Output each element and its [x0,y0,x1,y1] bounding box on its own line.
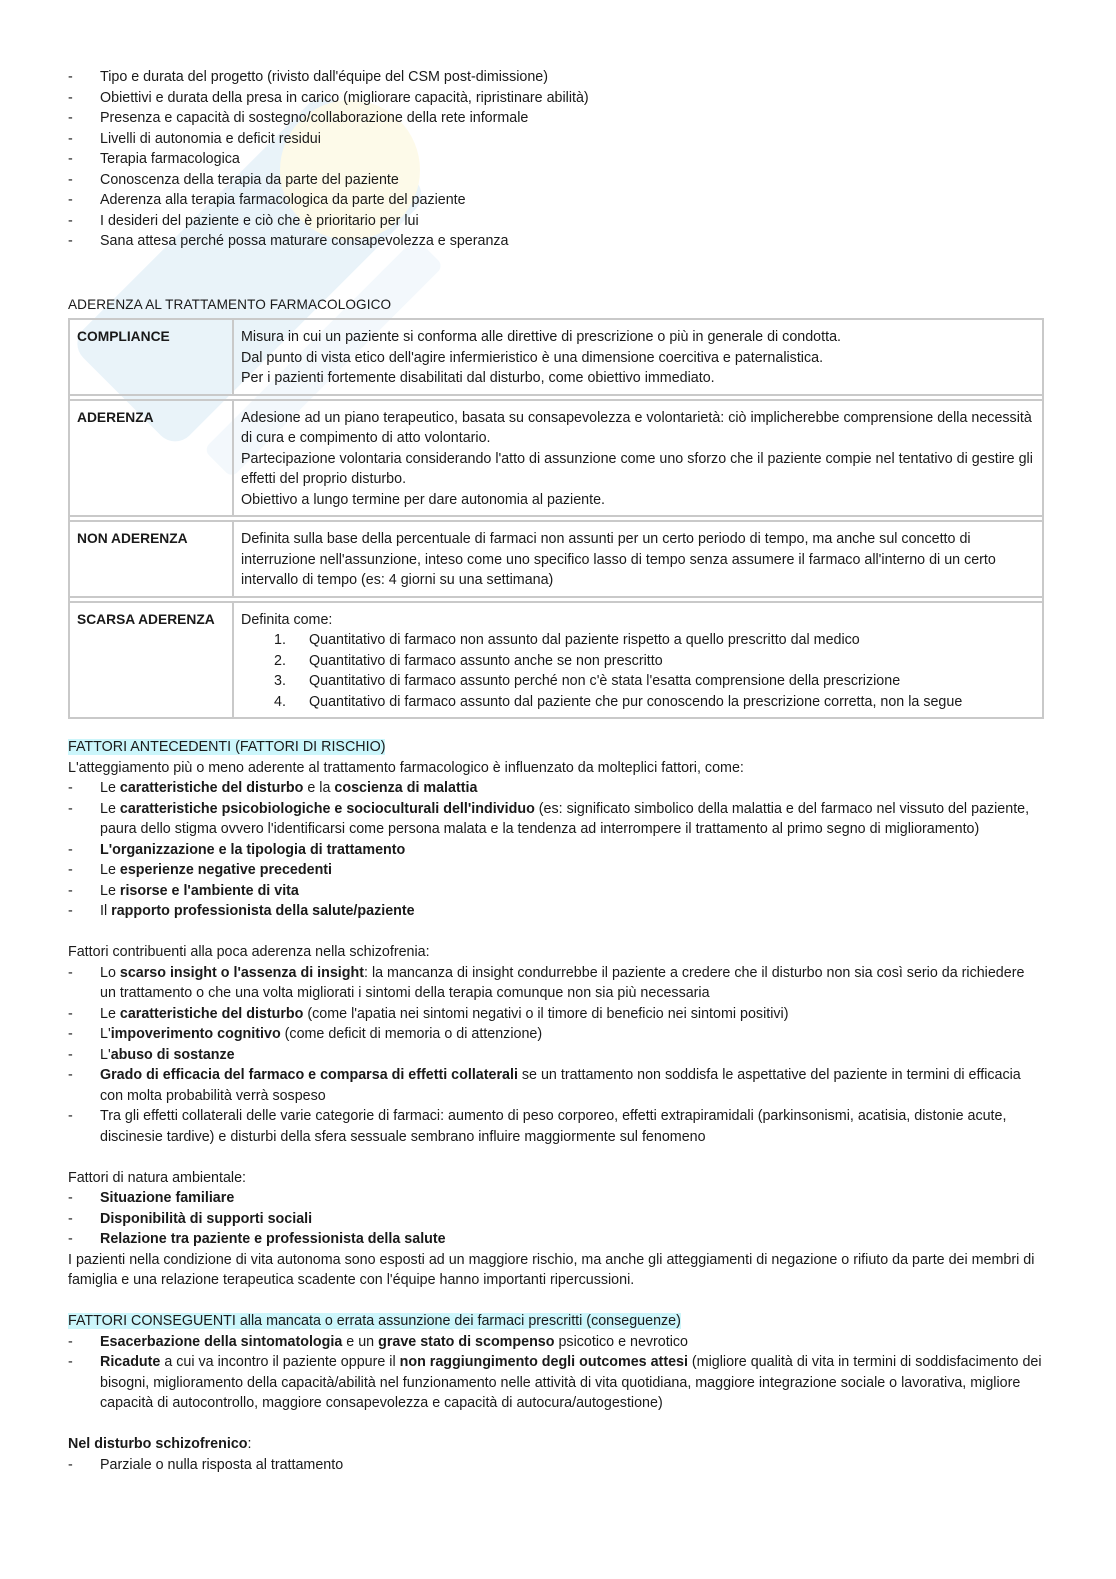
list-item: - L'organizzazione e la tipologia di trattamento [68,840,1044,861]
list-item: - I desideri del paziente e ciò che è prioritario per lui [68,211,1044,232]
adherence-table [68,318,1044,719]
list-item: - Lo scarso insight o l'assenza di insight: la mancanza di insight condurrebbe il paziente a credere che il disturbo non sia così serio da richiedere un trattamento o che una volta migliorati i sintomi della terapia comunque non sia più necessaria [68,963,1044,1004]
table-row [69,521,1043,597]
list-item: - Ricadute a cui va incontro il paziente oppure il non raggiungimento degli outcomes attesi (migliore qualità di vita in termini di soddisfacimento dei bisogni, miglioramento della capacità/abilità nel funzionamento nelle attività di vita quotidiana, maggiore integrazione sociale o lavorativa, migliore capacità di autocontrollo, maggiore consapevolezza e capacità di autocura/autogestione) [68,1352,1044,1414]
definition-cell [233,319,1043,395]
section-ambientali [68,1168,1044,1291]
bullet-list [68,778,1044,922]
definition-line: Dal punto di vista etico dell'agire infermieristico è una dimensione coercitiva e paternalistica. [241,349,824,366]
list-item: - Sana attesa perché possa maturare consapevolezza e speranza [68,231,1044,252]
definition-line: Partecipazione volontaria considerando l'atto di assunzione come uno sforzo che il paziente compie nel tentativo di gestire gli effetti del proprio disturbo. [241,450,1033,487]
definition-line: Definita come: [241,611,333,628]
list-item: - Le caratteristiche del disturbo (come l'apatia nei sintomi negativi o il timore di beneficio nei sintomi positivi) [68,1004,1044,1025]
list-item: - Situazione familiare [68,1188,1044,1209]
intro-list [68,67,1044,252]
definition-line: Misura in cui un paziente si conforma alle direttive di prescrizione o più in generale di condotta. [241,329,842,345]
list-item: - Relazione tra paziente e professionista della salute [68,1229,1044,1250]
definition-line: Adesione ad un piano terapeutico, basata su consapevolezza e volontarietà: ciò implicherebbe comprensione della necessità di cura e compimento di atto volontario. [241,409,1032,446]
list-item: - Terapia farmacologica [68,149,1044,170]
list-item: - L'abuso di sostanze [68,1045,1044,1066]
bullet-list [68,1332,1044,1414]
list-item: - Le caratteristiche del disturbo e la coscienza di malattia [68,778,1044,799]
list-item: - Obiettivi e durata della presa in carico (migliorare capacità, ripristinare abilità) [68,88,1044,109]
paragraph: Fattori contribuenti alla poca aderenza nella schizofrenia: [68,944,430,960]
list-item: 4. Quantitativo di farmaco assunto dal paziente che pur conoscendo la prescrizione corretta, non la segue [274,693,963,710]
list-item: - Presenza e capacità di sostegno/collaborazione della rete informale [68,108,1044,129]
definition-cell: Definita sulla base della percentuale di farmaci non assunti per un certo periodo di tempo, ma anche sul concetto di interruzione nell'assunzione, inteso come uno specifico lasso di tempo senza assumere il farmaco all'interno di un certo intervallo di tempo (es: 4 giorni su una settimana) [233,521,1043,597]
list-item: - Le caratteristiche psicobiologiche e socioculturali dell'individuo (es: significato simbolico della malattia e del farmaco nel vissuto del paziente, paura dello stigma ovvero l'identificarsi come persona malata e la tendenza ad interrompere il trattamento al primo segno di miglioramento) [68,799,1044,840]
section-conseguenti [68,1311,1044,1414]
list-item: - Livelli di autonomia e deficit residui [68,129,1044,150]
bullet-list [68,963,1044,1148]
term-cell: ADERENZA [69,400,233,517]
numbered-list [241,630,1035,712]
term-cell: COMPLIANCE [69,319,233,395]
bullet-list [68,1455,1044,1476]
document-page [68,67,1044,1475]
table-row [69,319,1043,395]
list-item: 3. Quantitativo di farmaco assunto perché non c'è stata l'esatta comprensione della prescrizione [274,673,901,689]
definition-cell [233,400,1043,517]
paragraph: Fattori di natura ambientale: [68,1169,247,1186]
paragraph: I pazienti nella condizione di vita autonoma sono esposti ad un maggiore rischio, ma anche gli atteggiamenti di negazione o rifiuto da parte dei membri di famiglia e una relazione terapeutica scadente con l'équipe hanno importanti ripercussioni. [68,1251,1035,1288]
definition-line: Obiettivo a lungo termine per dare autonomia al paziente. [241,491,605,508]
list-item: 1. Quantitativo di farmaco non assunto dal paziente rispetto a quello prescritto dal medico [274,632,860,648]
list-item: - Esacerbazione della sintomatologia e un grave stato di scompenso psicotico e nevrotico [68,1332,1044,1353]
list-item: - Tipo e durata del progetto (rivisto dall'équipe del CSM post-dimissione) [68,67,1044,88]
table-caption: ADERENZA AL TRATTAMENTO FARMACOLOGICO [68,296,392,312]
section-heading: FATTORI CONSEGUENTI alla mancata o errata assunzione dei farmaci prescritti (conseguenze) [68,1313,681,1329]
list-item: - Grado di efficacia del farmaco e comparsa di effetti collaterali se un trattamento non soddisfa le aspettative del paziente in termini di efficacia con molta probabilità verrà sospeso [68,1065,1044,1106]
table-row [69,602,1043,719]
list-item: - Le esperienze negative precedenti [68,860,1044,881]
list-item: - Le risorse e l'ambiente di vita [68,881,1044,902]
definition-line: Per i pazienti fortemente disabilitati dal disturbo, come obiettivo immediato. [241,370,715,386]
section-disturbo-schizofrenico: Nel disturbo schizofrenico: - Parziale o nulla risposta al trattamento [68,1434,1044,1475]
table-row [69,400,1043,517]
section-heading: Nel disturbo schizofrenico [68,1436,248,1452]
section-heading: FATTORI ANTECEDENTI (FATTORI DI RISCHIO) [68,739,386,755]
term-cell: NON ADERENZA [69,521,233,597]
paragraph: L'atteggiamento più o meno aderente al trattamento farmacologico è influenzato da molteplici fattori, come: [68,759,744,776]
list-item: - Conoscenza della terapia da parte del paziente [68,170,1044,191]
term-cell: SCARSA ADERENZA [69,602,233,719]
definition-cell [233,602,1043,719]
list-item: - Il rapporto professionista della salute/paziente [68,901,1044,922]
list-item: - L'impoverimento cognitivo (come deficit di memoria o di attenzione) [68,1024,1044,1045]
list-item: - Aderenza alla terapia farmacologica da parte del paziente [68,190,1044,211]
list-item: - Parziale o nulla risposta al trattamento [68,1455,1044,1476]
section-schizofrenia [68,942,1044,1147]
list-item: - Tra gli effetti collaterali delle varie categorie di farmaci: aumento di peso corporeo, effetti extrapiramidali (parkinsonismi, acatisia, distonie acute, discinesie tardive) e disturbi della sfera sessuale sembrano influire maggiormente sul fenomeno [68,1106,1044,1147]
list-item: - Disponibilità di supporti sociali [68,1209,1044,1230]
bullet-list [68,1188,1044,1250]
section-antecedenti [68,737,1044,922]
list-item: 2. Quantitativo di farmaco assunto anche se non prescritto [274,652,663,669]
